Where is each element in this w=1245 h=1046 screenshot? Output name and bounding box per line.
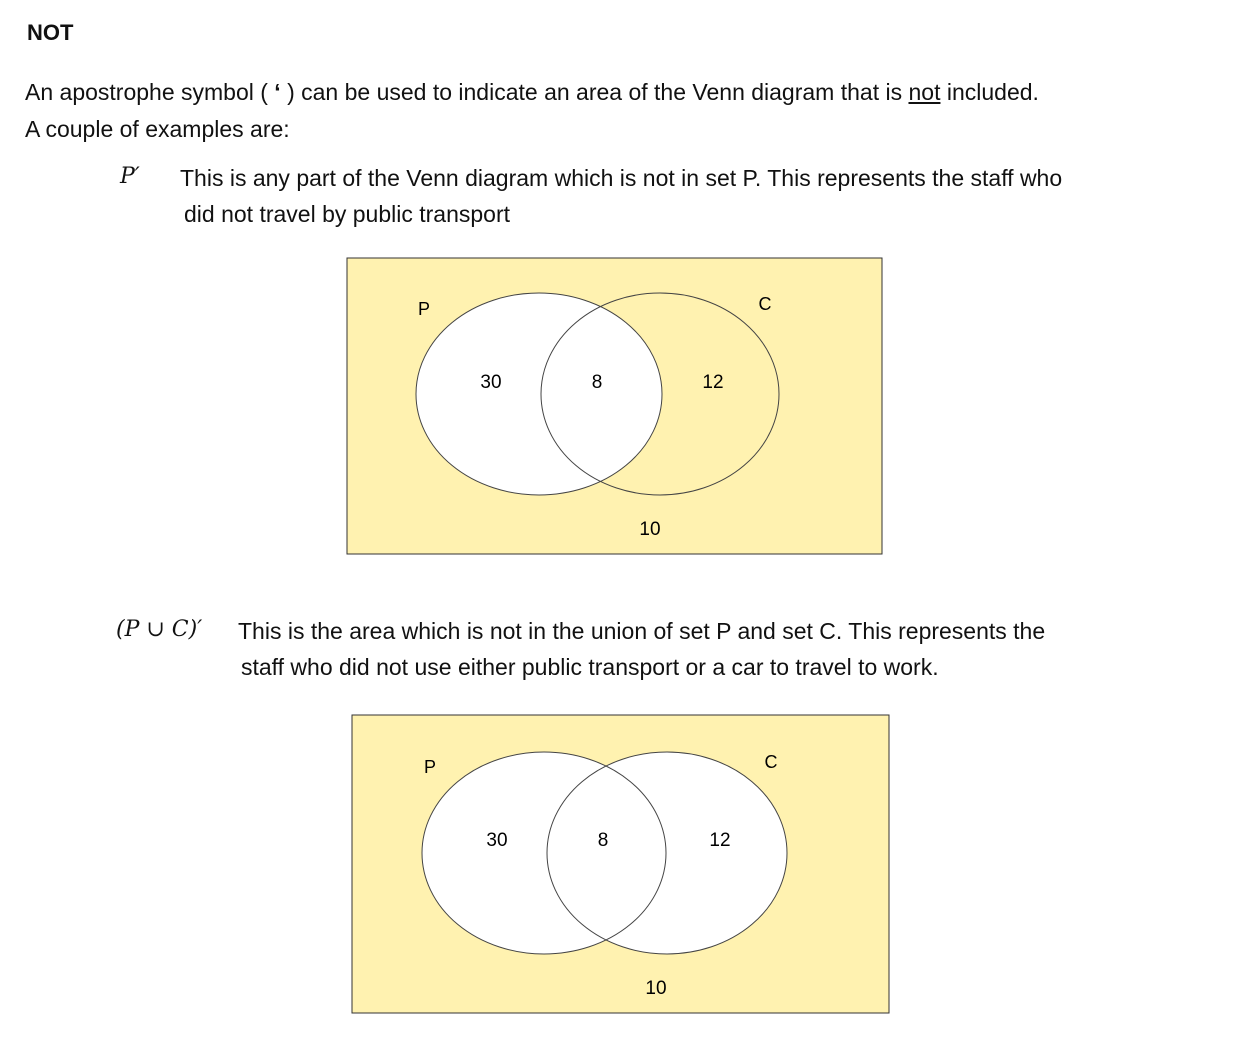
intersection-value: 8 [597, 830, 609, 851]
intro-emphasis: not [908, 79, 941, 105]
example-1-line-2: did not travel by public transport [184, 201, 511, 227]
intro-text-3: included. [940, 79, 1039, 105]
intersection-value: 8 [591, 372, 603, 393]
venn-diagram-not-p [346, 257, 884, 556]
set-c-fill [547, 752, 787, 954]
intro-text-1: An apostrophe symbol ( [25, 79, 275, 105]
example-1-notation: P′ [120, 164, 140, 189]
example-2-line-1: This is the area which is not in the union of set P and set C. This represents the [238, 618, 1046, 644]
set-c-label: C [764, 752, 778, 772]
example-2-line-2: staff who did not use either public transport or a car to travel to work. [241, 654, 939, 680]
only-c-value: 12 [709, 830, 731, 851]
only-p-value: 30 [480, 372, 502, 393]
set-p-label: P [423, 757, 437, 777]
outside-value: 10 [645, 978, 667, 999]
intro-paragraph [25, 74, 1235, 148]
intro-text-2: ) can be used to indicate an area of the Venn diagram that is [280, 79, 909, 105]
venn-diagram-not-p-union-c [351, 714, 891, 1015]
section-heading: NOT [27, 20, 74, 45]
set-p-label: P [417, 299, 431, 319]
intro-line-2: A couple of examples are: [25, 116, 290, 142]
example-1-line-1: This is any part of the Venn diagram which is not in set P. This represents the staff who [180, 165, 1063, 191]
only-c-value: 12 [702, 372, 724, 393]
only-p-value: 30 [486, 830, 508, 851]
outside-value: 10 [639, 519, 661, 540]
set-c-label: C [758, 294, 772, 314]
example-2-notation: (P ∪ C)′ [116, 617, 203, 642]
apostrophe-symbol: ‘ [274, 79, 281, 105]
